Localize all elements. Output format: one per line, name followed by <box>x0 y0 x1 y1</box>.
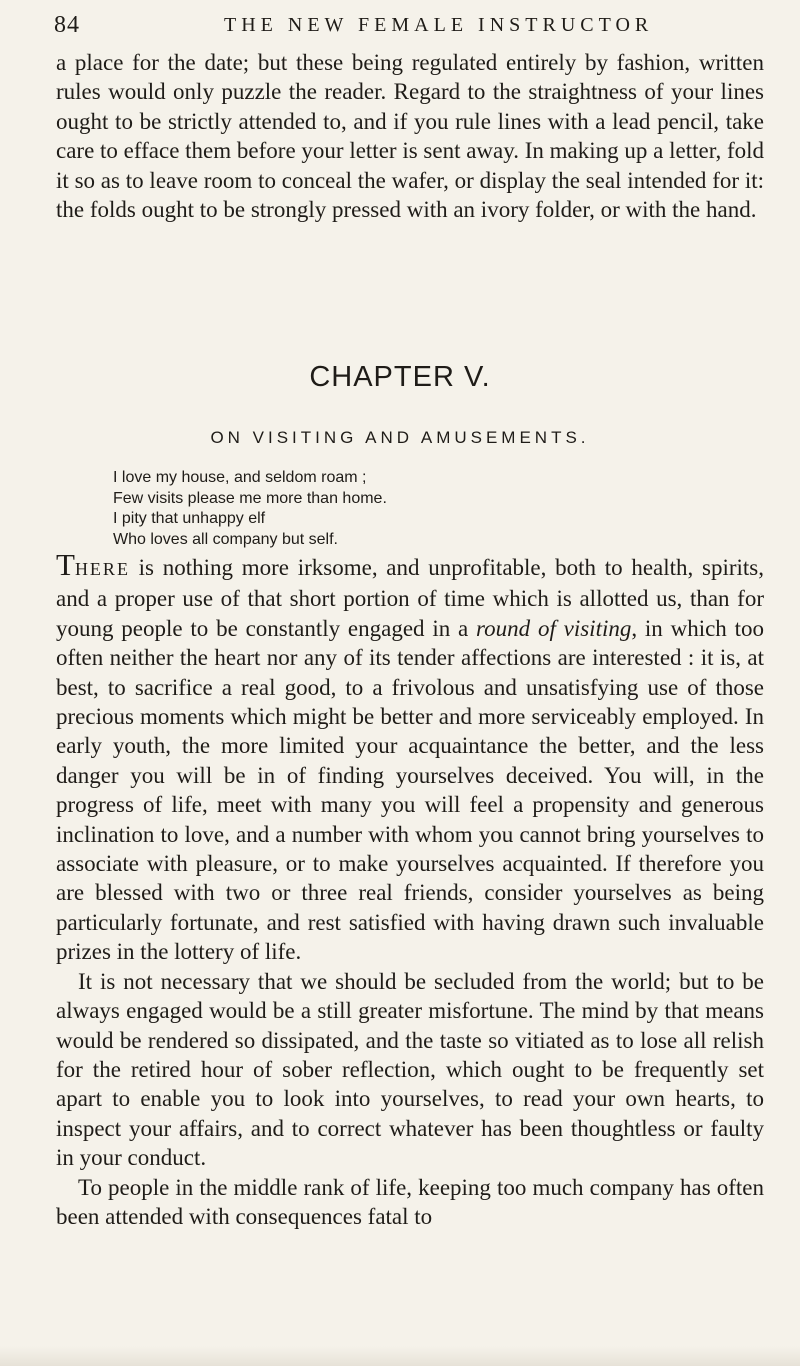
running-title: THE NEW FEMALE INSTRUCTOR <box>224 14 654 36</box>
poem-line: Few visits please me more than home. <box>113 489 387 507</box>
page-header <box>54 8 774 42</box>
opening-paragraph-block <box>56 48 764 224</box>
page-edge-shadow <box>0 1346 800 1366</box>
poem-line: I love my house, and seldom roam ; <box>113 469 367 486</box>
body-paragraph-1 <box>56 547 764 967</box>
poem-line: I pity that unhappy elf <box>113 510 266 527</box>
drop-cap-letter: T <box>56 547 75 582</box>
chapter-subtitle: ON VISITING AND AMUSEMENTS. <box>210 428 590 447</box>
chapter-title: CHAPTER V. <box>309 361 491 393</box>
italic-phrase: round of visiting <box>476 615 632 641</box>
epigraph-poem <box>113 468 713 550</box>
paragraph-text: , in which too often neither the heart nor any of its tender affections are interested : it is, at best, to sacrifice a real good, to a frivolous and unsatisfying use of those precious moments which might be better and more serviceably employed. In early youth, the more limited your acquaintance the better, and the less danger you will be in of finding yourselves deceived. You will, in the progress of life, meet with many you will feel a propensity and generous inclination to love, and a number with whom you cannot bring yourselves to associate with pleasure, or to make yourselves acquainted. If therefore you are blessed with two or three real friends, consider yourselves as being particularly fortunate, and rest satisfied with having drawn such invaluable prizes in the lottery of life. <box>56 615 764 965</box>
opening-paragraph: a place for the date; but these being regulated entirely by fashion, written rules would only puzzle the reader. Regard to the straightness of your lines ought to be strictly attended to, and if you rule lines with a lead pencil, take care to efface them before your letter is sent away. In making up a letter, fold it so as to leave room to conceal the wafer, or display the seal intended for it: the folds ought to be strongly pressed with an ivory folder, or with the hand. <box>56 50 764 223</box>
poem-line: Who loves all company but self. <box>113 530 338 548</box>
paragraph-text: is nothing more irksome, and unprofitable, both to health, spirits, and a proper use of that short portion of time which is allotted us, than for young people to be constantly engaged in a <box>56 555 764 641</box>
chapter-body <box>56 547 764 1231</box>
page-number: 84 <box>54 12 80 38</box>
body-paragraph-2: It is not necessary that we should be secluded from the world; but to be always engaged would be a still greater misfortune. The mind by that means would be rendered so dissipated, and the taste so vitiated as to lose all relish for the retired hour of sober reflection, which ought to be frequently set apart to enable you to look into yourselves, to read your own hearts, to inspect your affairs, and to correct whatever has been thoughtless or faulty in your conduct. <box>56 968 764 1171</box>
lead-in-text: HERE <box>74 559 130 579</box>
body-paragraph-3: To people in the middle rank of life, keeping too much company has often been attended with consequences fatal to <box>56 1174 764 1229</box>
